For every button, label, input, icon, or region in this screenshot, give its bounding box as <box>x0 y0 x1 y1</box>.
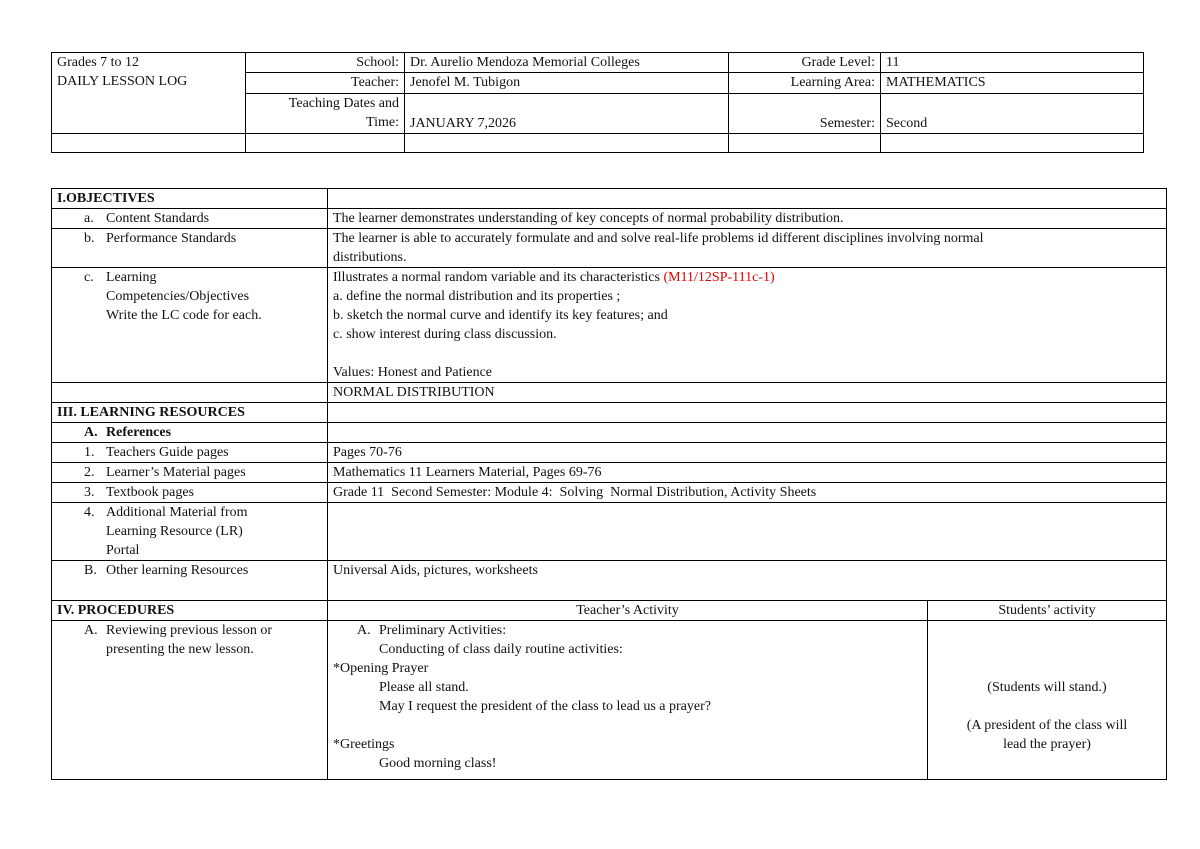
learning-competencies-value: Illustrates a normal random variable and its characteristics (M11/12SP-111c-1) a. define the normal distribution and its properties ; b. sketch the normal curve and identify its key features; and c. show interest during class discussion. Values: Honest and Patience <box>328 268 1167 383</box>
empty-cell <box>328 423 1167 443</box>
performance-standards-value: The learner is able to accurately formulate and and solve real-life problems id different disciplines involving normal distributions. <box>328 229 1167 268</box>
learners-material-value: Mathematics 11 Learners Material, Pages 69-76 <box>328 463 1167 483</box>
values-line: Values: Honest and Patience <box>333 365 493 380</box>
school-label: School: <box>246 53 405 73</box>
references-label: A. References <box>52 423 328 443</box>
grade-level-value: 11 <box>881 53 1144 73</box>
semester-value: Second <box>881 94 1144 134</box>
other-resources-label: B. Other learning Resources <box>52 561 328 601</box>
teacher-activity-header: Teacher’s Activity <box>328 601 928 621</box>
teacher-label: Teacher: <box>246 73 405 94</box>
content-standards-label: a. Content Standards <box>52 209 328 229</box>
learning-competencies-label: c. Learning Competencies/Objectives Write the LC code for each. <box>52 268 328 383</box>
performance-standards-label: b. Performance Standards <box>52 229 328 268</box>
learners-material-label: 2. Learner’s Material pages <box>52 463 328 483</box>
lc-code: (M11/12SP-111c-1) <box>663 270 775 285</box>
grade-level-label: Grade Level: <box>729 53 881 73</box>
learning-area-value: MATHEMATICS <box>881 73 1144 94</box>
empty-cell <box>328 403 1167 423</box>
students-activity-header: Students’ activity <box>928 601 1167 621</box>
learning-area-label: Learning Area: <box>729 73 881 94</box>
textbook-label: 3. Textbook pages <box>52 483 328 503</box>
lesson-content: NORMAL DISTRIBUTION <box>328 383 1167 403</box>
teacher-value: Jenofel M. Tubigon <box>405 73 729 94</box>
additional-material-label: 4. Additional Material from Learning Resource (LR) Portal <box>52 503 328 561</box>
empty-cell <box>729 134 881 153</box>
empty-cell <box>328 503 1167 561</box>
school-value: Dr. Aurelio Mendoza Memorial Colleges <box>405 53 729 73</box>
objectives-heading: I.OBJECTIVES <box>52 189 328 209</box>
learning-resources-heading: III. LEARNING RESOURCES <box>52 403 328 423</box>
dates-value: JANUARY 7,2026 <box>405 94 729 134</box>
dates-label: Teaching Dates and Time: <box>246 94 405 134</box>
empty-cell <box>405 134 729 153</box>
log-title: DAILY LESSON LOG <box>57 74 188 89</box>
procedures-heading: IV. PROCEDURES <box>52 601 328 621</box>
students-activity: (Students will stand.) (A president of the class will lead the prayer) <box>928 621 1167 780</box>
other-resources-value: Universal Aids, pictures, worksheets <box>328 561 1167 601</box>
empty-cell <box>52 134 246 153</box>
grades-range: Grades 7 to 12 <box>57 55 140 70</box>
empty-cell <box>52 383 328 403</box>
content-standards-value: The learner demonstrates understanding of key concepts of normal probability distribution. <box>328 209 1167 229</box>
empty-cell <box>881 134 1144 153</box>
teacher-activity: A. Preliminary Activities: Conducting of class daily routine activities: *Opening Prayer Please all stand. May I request the president of the class to lead us a prayer? *Greetings Good morning class! <box>328 621 928 780</box>
teachers-guide-label: 1. Teachers Guide pages <box>52 443 328 463</box>
semester-label: Semester: <box>729 94 881 134</box>
header-table <box>51 52 1144 153</box>
lesson-table <box>51 188 1167 780</box>
textbook-value: Grade 11 Second Semester: Module 4: Solving Normal Distribution, Activity Sheets <box>328 483 1167 503</box>
log-title-cell <box>52 53 246 134</box>
reviewing-lesson-label: A. Reviewing previous lesson or presenting the new lesson. <box>52 621 328 780</box>
teachers-guide-value: Pages 70-76 <box>328 443 1167 463</box>
empty-cell <box>246 134 405 153</box>
empty-cell <box>328 189 1167 209</box>
